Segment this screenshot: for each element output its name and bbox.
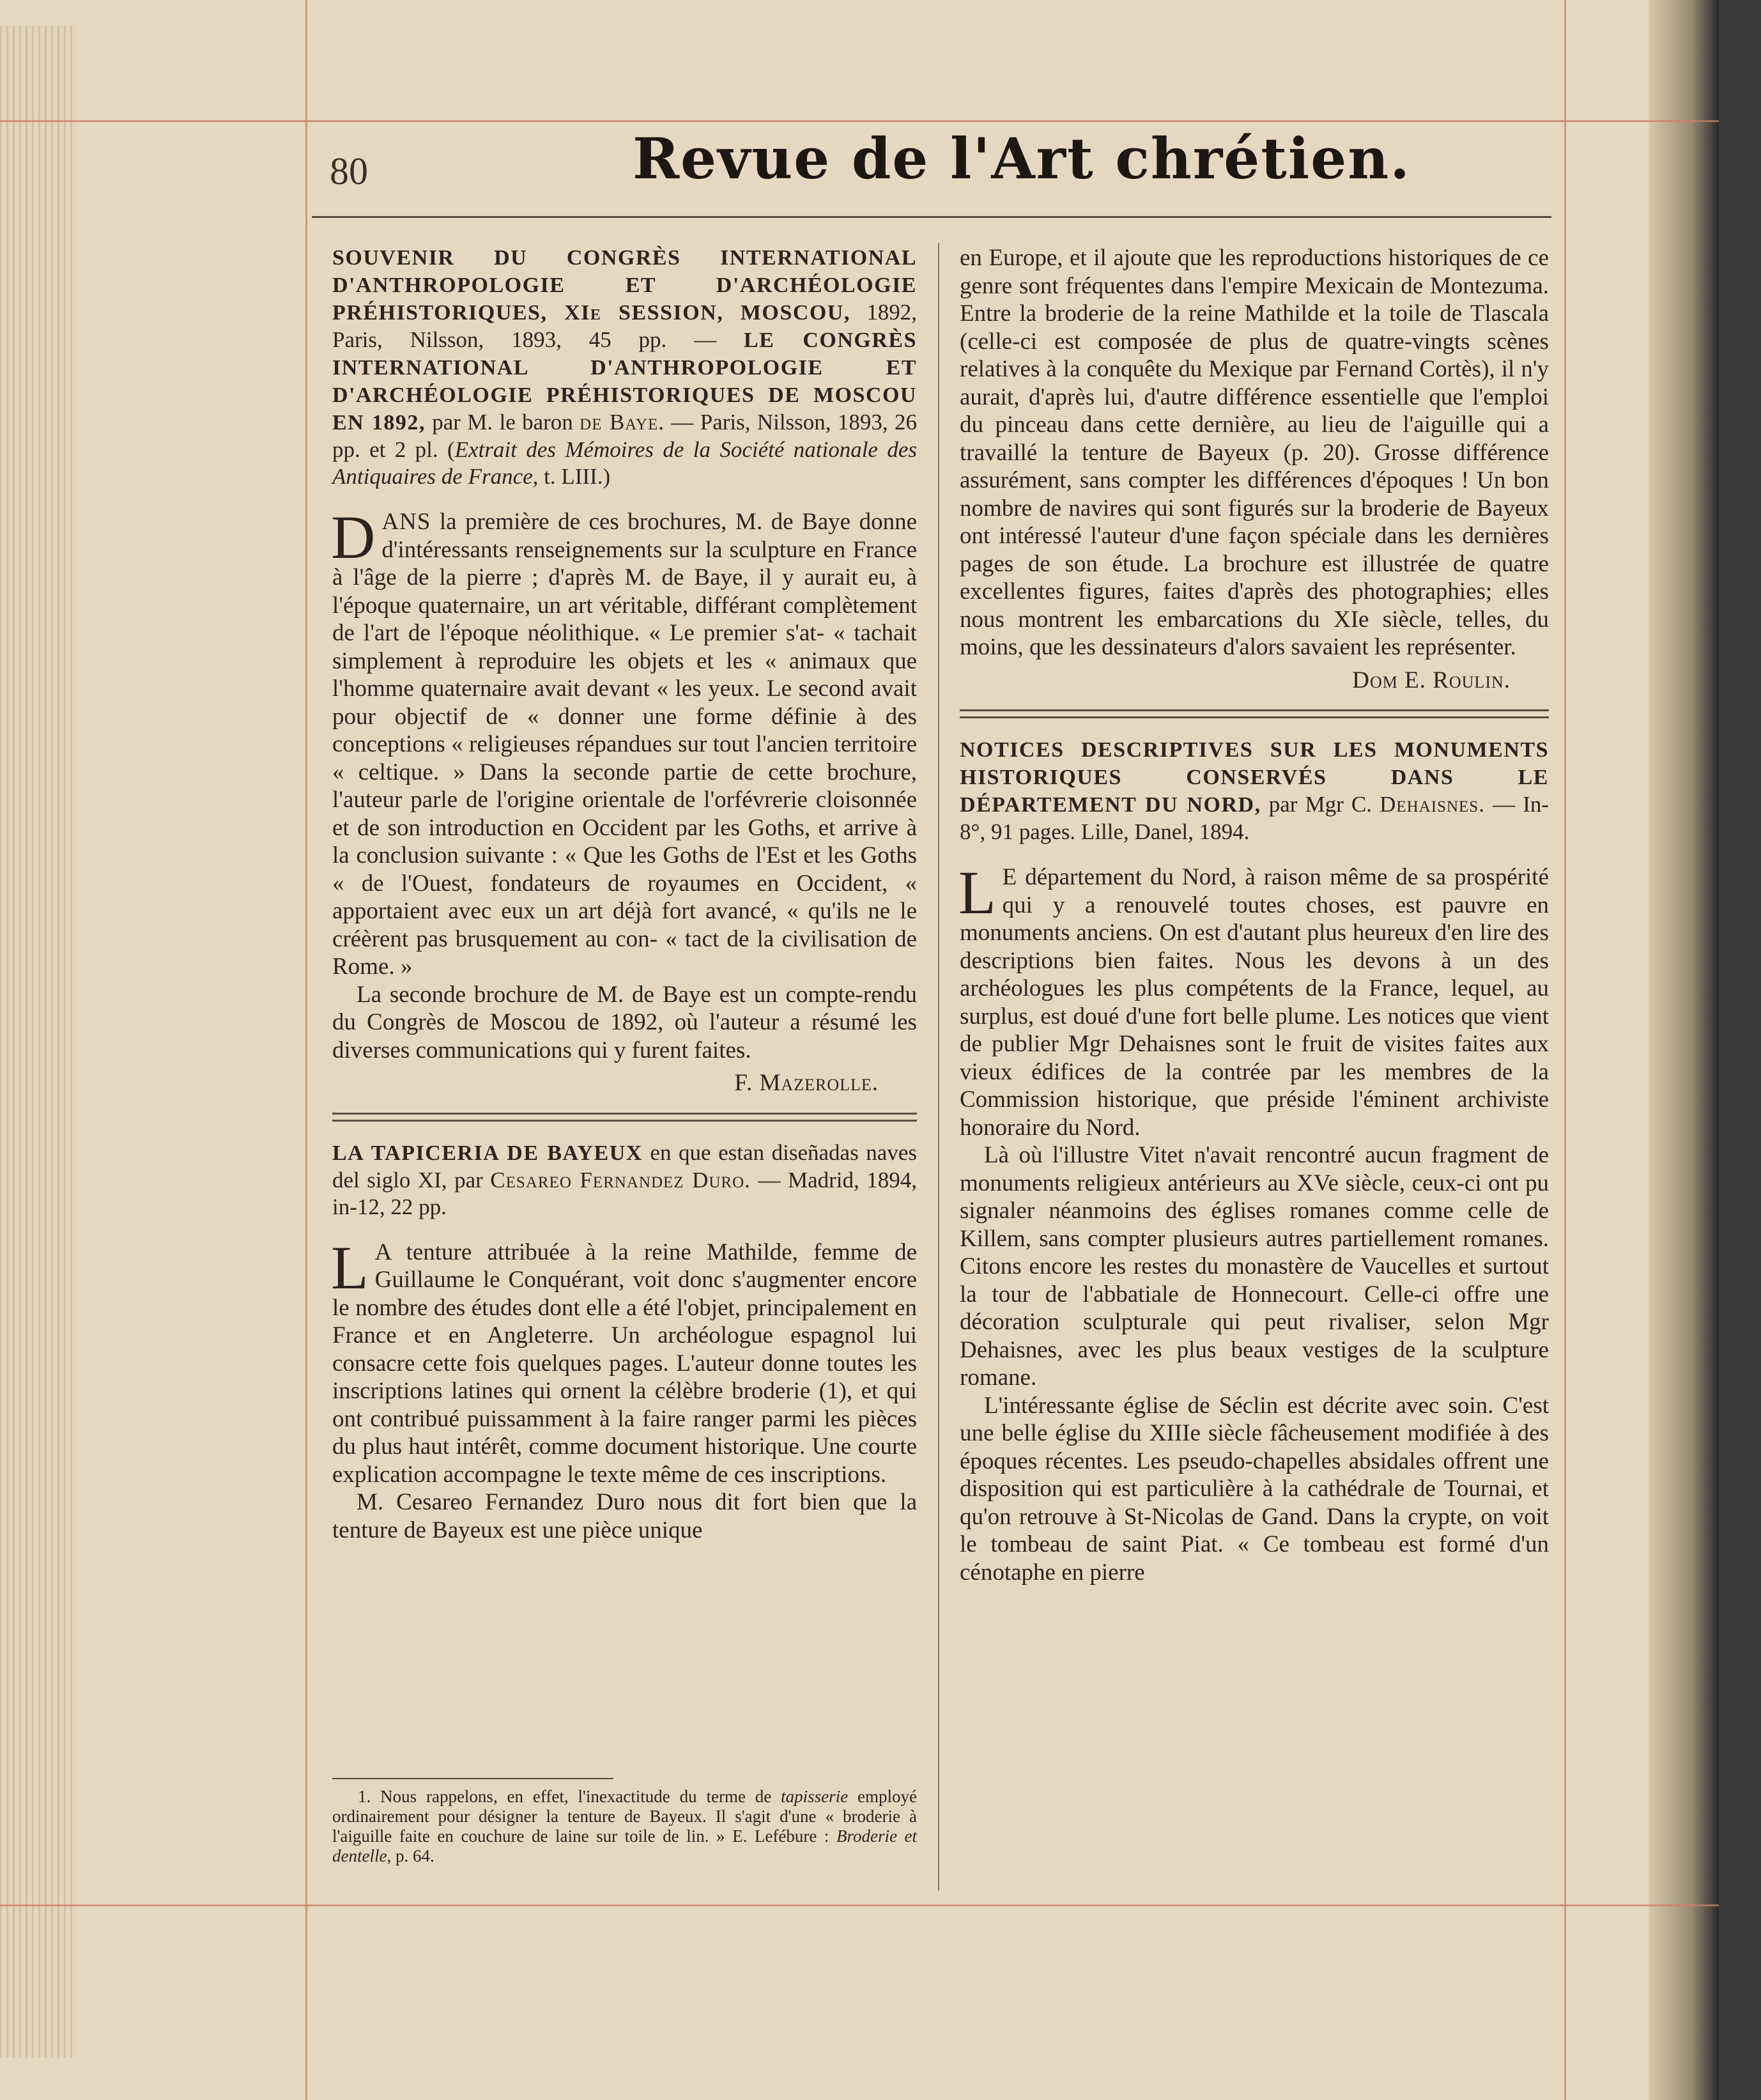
page-edges (0, 26, 77, 2058)
review-heading (332, 1139, 917, 1221)
margin-rule (1564, 0, 1566, 2100)
heading-title: NOTICES DESCRIPTIVES SUR LES MONUMENTS HISTORIQUES CONSERVÉS DANS LE DÉPARTEMENT DU NORD, (960, 738, 1549, 817)
heading-author: Cesareo Fernandez Duro. (490, 1167, 751, 1193)
heading-author: de Baye. (580, 410, 665, 435)
heading-title: SOUVENIR DU CONGRÈS INTERNATIONAL D'ANTHROPOLOGIE ET D'ARCHÉOLOGIE PRÉHISTORIQUES, XIe SESSION, MOSCOU, (332, 246, 917, 325)
heading-text: — Madrid, 1894, in-12, 22 pp. (332, 1167, 918, 1219)
review-signature: F. Mazerolle. (734, 1070, 879, 1096)
heading-text: par M. le baron (425, 410, 580, 435)
drop-cap: L (958, 858, 996, 927)
paragraph-text: E département du Nord, à raison même de sa prospérité qui y a renouvelé toutes choses, est pauvre en monuments anciens. On est d'autant plus heureux d'en lire des descriptions bien faites. Nous les devons à un des archéologues les plus compétents de la France, lequel, au surplus, est doué d'une fort belle plume. Les notices que vient de publier Mgr Dehaisnes sont le fruit de visites faites aux vieux édifices de la contrée par les membres de la Commission historique, que préside l'éminent archiviste honoraire du Nord. (960, 864, 1549, 1141)
page-number: 80 (330, 150, 368, 192)
book-gutter (1649, 0, 1719, 2100)
heading-text: t. LIII.) (538, 464, 611, 489)
review-signature: Dom E. Roulin. (1352, 667, 1511, 693)
margin-rule (0, 1904, 1719, 1906)
heading-text: en que estan diseñadas naves del siglo XI, par (332, 1139, 917, 1193)
footnote-text: employé ordinairement pour désigner la tenture de Bayeux. Il s'agit d'une « broderie à l'aiguille faite en couchure de laine sur toile de lin. » E. Lefébure : (332, 1787, 917, 1846)
footnote-text: 1. Nous rappelons, en effet, l'inexactitude du terme de (358, 1787, 781, 1806)
heading-text: par Mgr C. (1261, 792, 1380, 817)
header-rule (312, 216, 1551, 218)
review-paragraph: Là où l'illustre Vitet n'avait rencontré aucun fragment de monuments religieux antérieurs au XVe siècle, ceux-ci ont pu signaler néanmoins des églises romanes comme celle de Killem, sans compter plusieurs autres partiellement romanes. Citons encore les restes du monastère de Vaucelles et surtout la tour de l'abbatiale de Honnecourt. Celle-ci offre une décoration sculpturale qui peut rivaliser, selon Mgr Dehaisnes, avec les plus beaux vestiges de la sculpture romane. (960, 1142, 1549, 1391)
running-title: Revue de l'Art chrétien. (633, 125, 1411, 192)
review-paragraph (331, 1233, 917, 1489)
review-paragraph (331, 503, 917, 981)
review-paragraph: en Europe, et il ajoute que les reproductions historiques de ce genre sont fréquentes dans l'empire Mexicain de Montezuma. Entre la broderie de la reine Mathilde et la toile de Tlascala (celle-ci est composée de plus de quatre-vingts scènes relatives à la conquête du Mexique par Fernand Cortès), il n'y aurait, d'après lui, d'autre différence essentielle que l'emploi du pinceau dans cette dernière, au lieu de l'aiguille qui a travaillé la tenture de Bayeux (p. 20). Grosse différence assurément, sans compter les différences d'époques ! Un bon nombre de navires qui sont figurés sur la broderie de Bayeux ont intéressé l'auteur d'une façon spéciale dans les dernières pages de son étude. La brochure est illustrée de quatre excellentes figures, faites d'après des photographies; elles nous montrent les embarcations du XIe siècle, telles, du moins, que les dessinateurs d'alors savaient les représenter. (960, 245, 1549, 660)
review-paragraph: M. Cesareo Fernandez Duro nous dit fort bien que la tenture de Bayeux est une pièce unique (332, 1489, 917, 1543)
review-paragraph: L'intéressante église de Séclin est décrite avec soin. C'est une belle église du XIIIe siècle fâcheusement modifiée à des époques récentes. Les pseudo-chapelles absidales offrent une disposition qui est particulière à la cathédrale de Tournai, et qu'on retrouve à St-Nicolas de Gand. Dans la crypte, on voit le tombeau de saint Piat. « Ce tombeau est formé d'un cénotaphe en pierre (960, 1392, 1549, 1586)
lead-word: ANS (381, 509, 431, 535)
heading-title: LE CONGRÈS INTERNATIONAL D'ANTHROPOLOGIE ET D'ARCHÉOLOGIE PRÉHISTORIQUES DE MOSCOU EN 1892, (332, 328, 917, 435)
margin-rule (0, 120, 1719, 122)
review-heading (960, 736, 1549, 845)
drop-cap: L (331, 1233, 369, 1302)
heading-text: 1892, Paris, Nilsson, 1893, 45 pp. — (332, 300, 917, 352)
heading-title: LA TAPICERIA DE BAYEUX (332, 1141, 643, 1165)
footnote-rule (332, 1778, 613, 1779)
paragraph-text: la première de ces brochures, M. de Baye donne d'intéressants renseignements sur la sculpture en France à l'âge de la pierre ; d'après M. de Baye, il y aurait eu, à l'époque quaternaire, un art véritable, différant complètement de l'art de l'époque néolithique. « Le premier s'at- « tachait simplement à reproduire les objets et les « animaux que l'homme quaternaire avait devant « les yeux. Le second avait pour objectif de « donner une forme définie à des conceptions « religieuses répandues sur tout l'ancien territoire « celtique. » Dans la seconde partie de cette brochure, l'auteur parle de l'origine orientale de l'orfévrerie cloisonnée et de son introduction en Occident par les Goths, et arrive à la conclusion suivante : « Que les Goths de l'Est et les Goths « de l'Ouest, fondateurs de royaumes en Occident, « apportaient avec eux un art déjà fort avancé, « qu'ils ne le créèrent pas brusquement au con- « tact de la civilisation de Rome. » (332, 509, 917, 980)
review-paragraph (958, 858, 1549, 1141)
section-rule (332, 1113, 917, 1122)
review-paragraph: La seconde brochure de M. de Baye est un compte-rendu du Congrès de Moscou de 1892, où l'auteur a résumé les diverses communications qui y furent faites. (332, 981, 917, 1063)
paragraph-text: A tenture attribuée à la reine Mathilde, femme de Guillaume le Conquérant, voit donc s'augmenter encore le nombre des études dont elle a été l'objet, principalement en France et en Angleterre. Un archéologue espagnol lui consacre cette fois quelques pages. L'auteur donne toutes les inscriptions latines qui ornent la célèbre broderie (1), et qui ont contribué puissamment à la faire ranger parmi les pièces du plus haut intérêt, comme document historique. Une courte explication accompagne le texte même de ces inscriptions. (332, 1239, 917, 1488)
heading-text: — Paris, Nilsson, 1893, 26 pp. et 2 pl. ( (332, 410, 918, 462)
footnote-italic: Broderie et dentelle, (332, 1826, 917, 1865)
footnote (332, 1787, 917, 1866)
right-column (960, 244, 1549, 1586)
heading-author: Dehaisnes. (1380, 792, 1485, 817)
footnote-italic: tapisserie (781, 1787, 849, 1806)
column-divider (938, 243, 939, 1890)
margin-rule (305, 0, 307, 2100)
section-rule (960, 709, 1549, 718)
heading-italic: Extrait des Mémoires de la Société nationale des Antiquaires de France, (332, 437, 918, 489)
drop-cap: D (331, 503, 376, 571)
heading-text: — In-8°, 91 pages. Lille, Danel, 1894. (960, 792, 1550, 844)
review-heading (332, 244, 917, 490)
footnote-text: p. 64. (391, 1846, 434, 1865)
left-column (332, 244, 917, 1544)
